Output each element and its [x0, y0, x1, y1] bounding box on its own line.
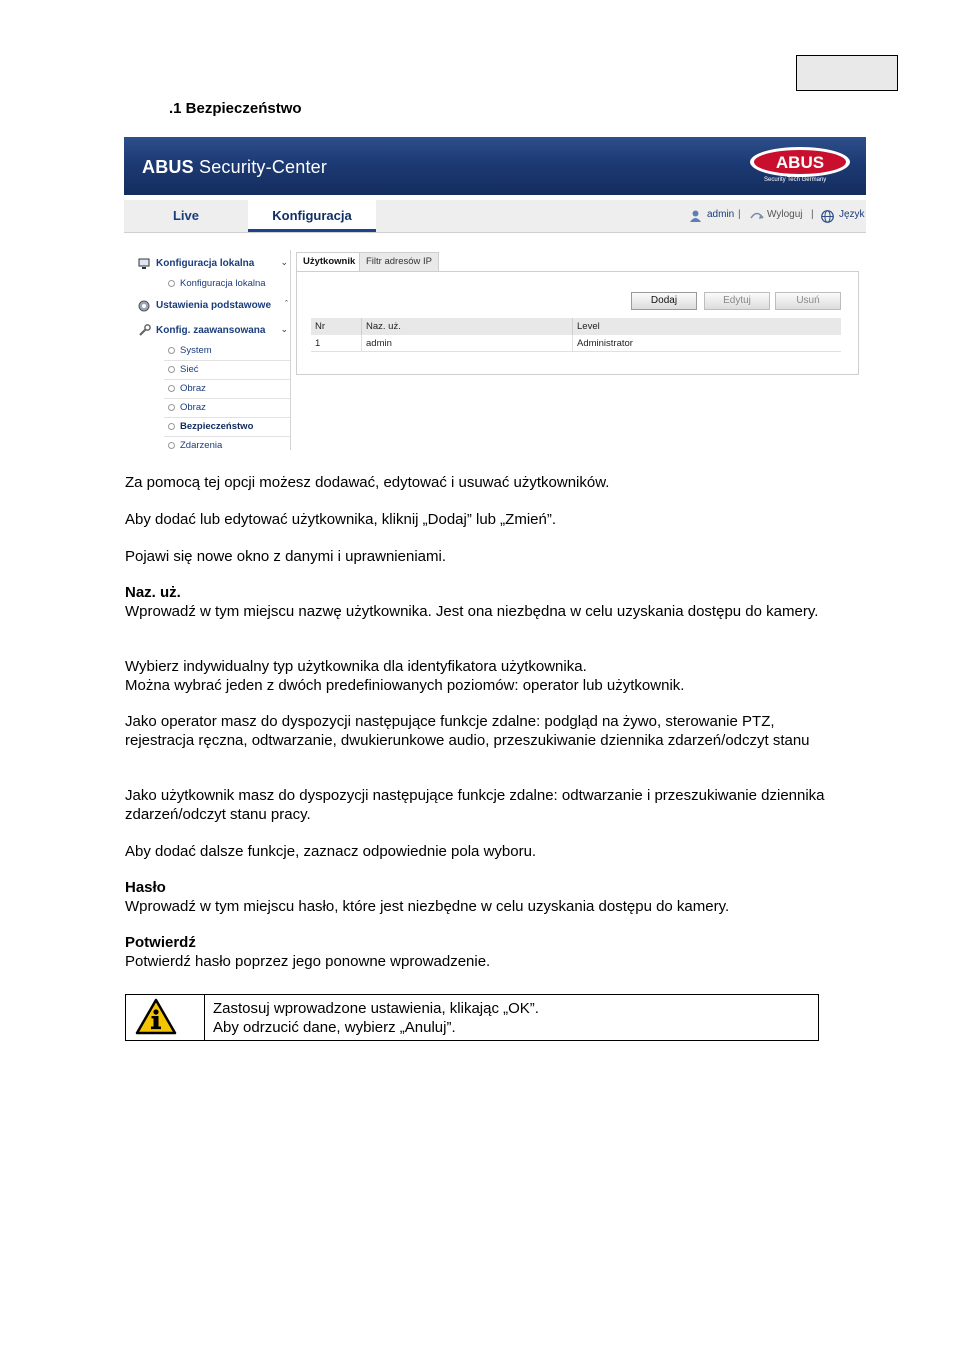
tab-users[interactable]: Użytkownik	[296, 252, 362, 272]
table-cell: Administrator	[573, 335, 842, 352]
paragraph: Wprowadź w tym miejscu hasło, które jest niezbędne w celu uzyskania dostępu do kamery.	[125, 898, 730, 915]
section-title: .1 Bezpieczeństwo	[169, 100, 302, 117]
user-icon	[690, 210, 701, 222]
bullet-icon	[168, 423, 175, 430]
app-screenshot	[124, 137, 866, 453]
column-header: Nr	[311, 318, 362, 335]
page-number-box	[796, 55, 898, 91]
sidebar-item-image[interactable]: Obraz	[164, 380, 291, 399]
column-header: Naz. uż.	[362, 318, 573, 335]
logout-link[interactable]: Wyloguj	[767, 209, 803, 220]
users-table	[311, 318, 841, 352]
tab-live[interactable]: Live	[172, 208, 199, 223]
main-nav	[124, 200, 866, 233]
edit-button[interactable]: Edytuj	[704, 292, 770, 310]
monitor-icon	[138, 258, 150, 270]
wrench-icon	[138, 324, 151, 337]
bullet-icon	[168, 366, 175, 373]
sidebar-advanced-config[interactable]: Konfig. zaawansowana ⌄	[136, 323, 292, 339]
nav-separator: |	[811, 209, 814, 220]
users-panel	[296, 271, 859, 375]
paragraph: Pojawi się nowe okno z danymi i uprawnieniami.	[125, 548, 446, 565]
note-box	[125, 994, 819, 1041]
bullet-icon	[168, 442, 175, 449]
bullet-icon	[168, 280, 175, 287]
paragraph: Jako operator masz do dyspozycji następujące funkcje zdalne: podgląd na żywo, sterowanie PTZ,	[125, 713, 775, 730]
sidebar-local-config[interactable]: Konfiguracja lokalna ⌄	[136, 256, 292, 272]
add-button[interactable]: Dodaj	[631, 292, 697, 310]
app-banner	[124, 137, 866, 195]
user-link[interactable]: admin	[707, 209, 735, 220]
column-header: Level	[573, 318, 842, 335]
heading-confirm: Potwierdź	[125, 934, 196, 951]
table-cell: 1	[311, 335, 362, 352]
note-text	[213, 999, 539, 1037]
paragraph: Aby dodać lub edytować użytkownika, kliknij „Dodaj” lub „Zmień”.	[125, 511, 557, 528]
table-cell: admin	[362, 335, 573, 352]
delete-button[interactable]: Usuń	[775, 292, 841, 310]
tab-ip-filter[interactable]: Filtr adresów IP	[359, 252, 439, 271]
sidebar-item-events[interactable]: Zdarzenia	[164, 437, 291, 455]
paragraph: Za pomocą tej opcji możesz dodawać, edytować i usuwać użytkowników.	[125, 474, 610, 491]
sidebar-item-local-config[interactable]: Konfiguracja lokalna	[164, 275, 291, 293]
paragraph: zdarzeń/odczyt stanu pracy.	[125, 806, 311, 823]
sidebar-item-network[interactable]: Sieć	[164, 361, 291, 380]
sidebar-divider	[290, 250, 291, 450]
bullet-icon	[168, 385, 175, 392]
abus-tagline: Security Tech Germany	[764, 177, 827, 183]
tab-configuration[interactable]: Konfiguracja	[248, 200, 376, 232]
table-row[interactable]	[311, 335, 841, 352]
bullet-icon	[168, 404, 175, 411]
nav-separator: |	[738, 209, 741, 220]
chevron-up-icon: ˆ	[285, 299, 288, 309]
language-link[interactable]: Język	[839, 209, 865, 220]
bullet-icon	[168, 347, 175, 354]
app-title: ABUS Security-Center	[142, 157, 328, 177]
globe-icon	[821, 210, 834, 223]
paragraph: Wprowadź w tym miejscu nazwę użytkownika. Jest ona niezbędna w celu uzyskania dostępu do kamery.	[125, 603, 819, 620]
table-header-row	[311, 318, 841, 335]
note-line: Aby odrzucić dane, wybierz „Anuluj”.	[213, 1019, 456, 1036]
info-warning-icon	[135, 998, 177, 1036]
paragraph: rejestracja ręczna, odtwarzanie, dwukierunkowe audio, przeszukiwanie dziennika zdarzeń/odczyt stanu	[125, 732, 810, 749]
paragraph: Aby dodać dalsze funkcje, zaznacz odpowiednie pola wyboru.	[125, 843, 537, 860]
svg-text:ABUS: ABUS	[775, 153, 825, 172]
gear-icon	[138, 300, 150, 312]
heading-username: Naz. uż.	[125, 584, 181, 601]
sidebar-item-security[interactable]: Bezpieczeństwo	[164, 418, 291, 437]
sidebar-item-system[interactable]: System	[164, 342, 291, 361]
note-icon-cell	[126, 995, 205, 1040]
sidebar-basic-settings[interactable]: Ustawienia podstawowe ˆ	[136, 298, 292, 314]
paragraph: Potwierdź hasło poprzez jego ponowne wprowadzenie.	[125, 953, 491, 970]
logout-icon	[750, 211, 764, 220]
paragraph: Jako użytkownik masz do dyspozycji następujące funkcje zdalne: odtwarzanie i przeszukiwanie dziennika	[125, 787, 825, 804]
paragraph: Wybierz indywidualny typ użytkownika dla identyfikatora użytkownika.	[125, 658, 587, 675]
chevron-down-icon: ⌄	[280, 257, 288, 267]
heading-password: Hasło	[125, 879, 166, 896]
note-line: Zastosuj wprowadzone ustawienia, klikając „OK”.	[213, 1000, 539, 1017]
sidebar-item-image-2[interactable]: Obraz	[164, 399, 291, 418]
paragraph: Można wybrać jeden z dwóch predefiniowanych poziomów: operator lub użytkownik.	[125, 677, 685, 694]
chevron-down-icon: ⌄	[280, 324, 288, 334]
